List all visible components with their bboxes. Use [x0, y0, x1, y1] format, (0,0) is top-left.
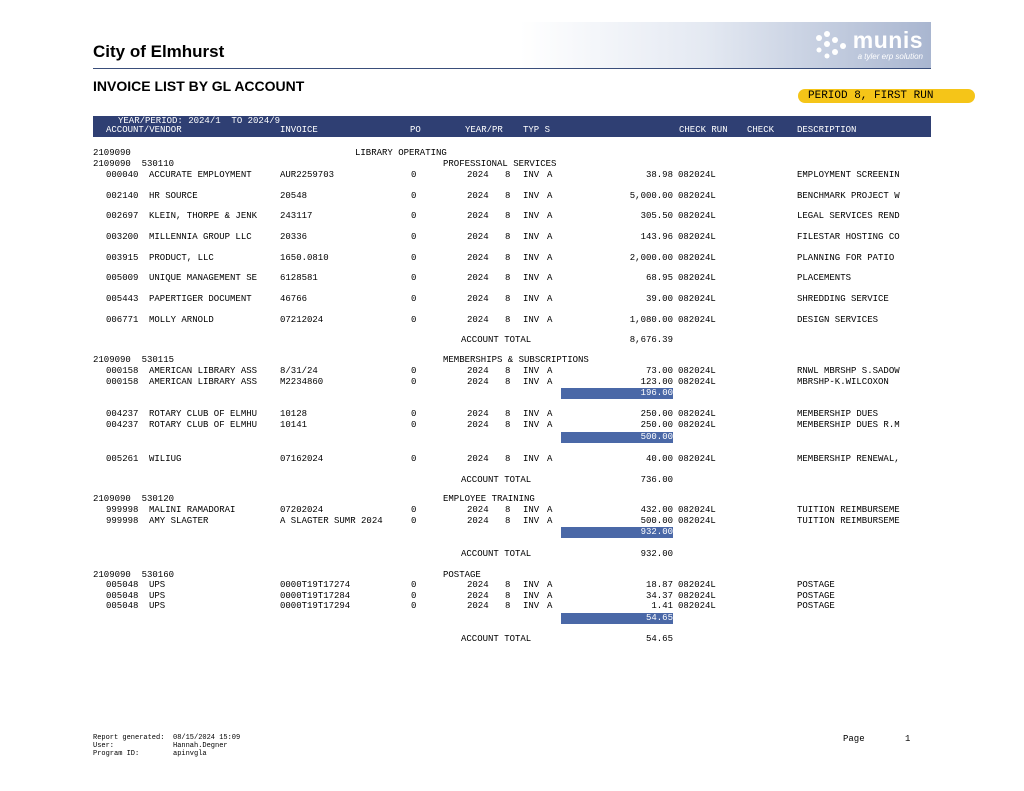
col-description: DESCRIPTION	[797, 125, 857, 135]
type: INV	[523, 191, 540, 201]
po-number: 0	[411, 273, 417, 283]
status: A	[547, 232, 553, 242]
invoice-number: 07202024	[280, 505, 324, 515]
check-run: 082024L	[678, 315, 716, 325]
status: A	[547, 601, 553, 611]
amount: 1.41	[651, 601, 673, 611]
subtotal-value: 500.00	[640, 432, 673, 442]
vendor-id: 999998	[106, 505, 139, 515]
po-number: 0	[411, 420, 417, 430]
year: 2024	[467, 505, 489, 515]
amount: 5,000.00	[629, 191, 673, 201]
year: 2024	[467, 454, 489, 464]
account-total: 54.65	[645, 634, 673, 644]
title-rule	[93, 68, 931, 69]
subtotal-bar	[561, 613, 673, 624]
vendor-name: PRODUCT, LLC	[149, 253, 214, 263]
year: 2024	[467, 232, 489, 242]
period: 8	[505, 211, 511, 221]
account-name: EMPLOYEE TRAINING	[443, 494, 535, 504]
vendor-id: 002697	[106, 211, 139, 221]
account-number: 2109090 530120	[93, 494, 175, 504]
period: 8	[505, 420, 511, 430]
year: 2024	[467, 516, 489, 526]
account-total: 736.00	[640, 475, 673, 485]
description: PLANNING FOR PATIO	[797, 253, 895, 263]
year: 2024	[467, 211, 489, 221]
check-run: 082024L	[678, 409, 716, 419]
vendor-name: UPS	[149, 580, 166, 590]
amount: 18.87	[645, 580, 673, 590]
amount: 34.37	[645, 591, 673, 601]
amount: 432.00	[640, 505, 673, 515]
type: INV	[523, 420, 540, 430]
check-run: 082024L	[678, 454, 716, 464]
description: MEMBERSHIP DUES R.M	[797, 420, 900, 430]
check-run: 082024L	[678, 601, 716, 611]
status: A	[547, 505, 553, 515]
logo-tagline: a tyler erp solution	[857, 52, 923, 61]
vendor-name: KLEIN, THORPE & JENK	[149, 211, 258, 221]
subtotal-bar	[561, 527, 673, 538]
po-number: 0	[411, 505, 417, 515]
vendor-id: 004237	[106, 420, 139, 430]
program-label: Program ID:	[93, 750, 140, 758]
page-number: 1	[905, 734, 911, 744]
description: MEMBERSHIP RENEWAL,	[797, 454, 900, 464]
po-number: 0	[411, 170, 417, 180]
period: 8	[505, 315, 511, 325]
description: POSTAGE	[797, 601, 835, 611]
generated-value: 08/15/2024 15:09	[173, 734, 241, 742]
vendor-id: 004237	[106, 409, 139, 419]
vendor-id: 003915	[106, 253, 139, 263]
description: FILESTAR HOSTING CO	[797, 232, 900, 242]
amount: 500.00	[640, 516, 673, 526]
status: A	[547, 516, 553, 526]
description: MBRSHP-K.WILCOXON	[797, 377, 889, 387]
logo-word: munis	[852, 27, 923, 53]
year: 2024	[467, 273, 489, 283]
account-total-label: ACCOUNT TOTAL	[461, 549, 532, 559]
account-total: 8,676.39	[629, 335, 673, 345]
invoice-number: 10141	[280, 420, 308, 430]
year: 2024	[467, 409, 489, 419]
col-account-vendor: ACCOUNT/VENDOR	[106, 125, 182, 135]
munis-logo-icon	[813, 30, 847, 60]
invoice-number: 07212024	[280, 315, 324, 325]
description: SHREDDING SERVICE	[797, 294, 889, 304]
status: A	[547, 420, 553, 430]
col-po: PO	[410, 125, 421, 135]
description: POSTAGE	[797, 591, 835, 601]
description: BENCHMARK PROJECT W	[797, 191, 900, 201]
account-number: 2109090 530115	[93, 355, 175, 365]
period: 8	[505, 170, 511, 180]
type: INV	[523, 294, 540, 304]
po-number: 0	[411, 366, 417, 376]
year: 2024	[467, 377, 489, 387]
period: 8	[505, 505, 511, 515]
vendor-name: MILLENNIA GROUP LLC	[149, 232, 252, 242]
amount: 2,000.00	[629, 253, 673, 263]
invoice-number: 0000T19T17274	[280, 580, 351, 590]
type: INV	[523, 366, 540, 376]
page-label: Page	[843, 734, 865, 744]
po-number: 0	[411, 409, 417, 419]
year: 2024	[467, 420, 489, 430]
amount: 40.00	[645, 454, 673, 464]
status: A	[547, 191, 553, 201]
check-run: 082024L	[678, 580, 716, 590]
amount: 38.98	[645, 170, 673, 180]
description: RNWL MBRSHP S.SADOW	[797, 366, 900, 376]
amount: 39.00	[645, 294, 673, 304]
po-number: 0	[411, 232, 417, 242]
year: 2024	[467, 170, 489, 180]
year: 2024	[467, 253, 489, 263]
col-invoice: INVOICE	[280, 125, 318, 135]
invoice-number: AUR2259703	[280, 170, 335, 180]
amount: 1,080.00	[629, 315, 673, 325]
status: A	[547, 211, 553, 221]
account-total-label: ACCOUNT TOTAL	[461, 475, 532, 485]
invoice-number: 8/31/24	[280, 366, 318, 376]
invoice-number: 46766	[280, 294, 308, 304]
check-run: 082024L	[678, 420, 716, 430]
report-footer	[93, 734, 240, 758]
vendor-id: 006771	[106, 315, 139, 325]
status: A	[547, 170, 553, 180]
vendor-name: PAPERTIGER DOCUMENT	[149, 294, 252, 304]
subtotal-bar	[561, 432, 673, 443]
type: INV	[523, 253, 540, 263]
period: 8	[505, 601, 511, 611]
amount: 73.00	[645, 366, 673, 376]
amount: 250.00	[640, 409, 673, 419]
status: A	[547, 377, 553, 387]
invoice-number: 243117	[280, 211, 313, 221]
program-value: apinvgla	[173, 750, 207, 758]
period: 8	[505, 191, 511, 201]
status: A	[547, 315, 553, 325]
vendor-name: WILIUG	[149, 454, 182, 464]
type: INV	[523, 232, 540, 242]
vendor-id: 000158	[106, 366, 139, 376]
type: INV	[523, 591, 540, 601]
year: 2024	[467, 366, 489, 376]
amount: 143.96	[640, 232, 673, 242]
period-range: YEAR/PERIOD: 2024/1 TO 2024/9	[118, 116, 281, 126]
account-number: 2109090 530160	[93, 570, 175, 580]
year: 2024	[467, 591, 489, 601]
check-run: 082024L	[678, 591, 716, 601]
invoice-number: 0000T19T17284	[280, 591, 351, 601]
org-code: 2109090	[93, 148, 131, 158]
vendor-name: ROTARY CLUB OF ELMHU	[149, 420, 258, 430]
vendor-id: 000040	[106, 170, 139, 180]
check-run: 082024L	[678, 232, 716, 242]
account-name: PROFESSIONAL SERVICES	[443, 159, 557, 169]
period: 8	[505, 409, 511, 419]
vendor-name: UPS	[149, 601, 166, 611]
status: A	[547, 591, 553, 601]
description: DESIGN SERVICES	[797, 315, 879, 325]
year: 2024	[467, 580, 489, 590]
account-name: POSTAGE	[443, 570, 481, 580]
description: EMPLOYMENT SCREENIN	[797, 170, 900, 180]
col-year-pr: YEAR/PR	[465, 125, 503, 135]
period: 8	[505, 580, 511, 590]
vendor-name: ACCURATE EMPLOYMENT	[149, 170, 252, 180]
invoice-number: 20548	[280, 191, 308, 201]
type: INV	[523, 315, 540, 325]
check-run: 082024L	[678, 273, 716, 283]
account-total-label: ACCOUNT TOTAL	[461, 335, 532, 345]
period: 8	[505, 294, 511, 304]
check-run: 082024L	[678, 294, 716, 304]
status: A	[547, 454, 553, 464]
type: INV	[523, 454, 540, 464]
vendor-name: MOLLY ARNOLD	[149, 315, 214, 325]
check-run: 082024L	[678, 377, 716, 387]
account-number: 2109090 530110	[93, 159, 175, 169]
po-number: 0	[411, 591, 417, 601]
subtotal-bar	[561, 388, 673, 399]
amount: 305.50	[640, 211, 673, 221]
type: INV	[523, 377, 540, 387]
period: 8	[505, 366, 511, 376]
period: 8	[505, 253, 511, 263]
amount: 123.00	[640, 377, 673, 387]
period: 8	[505, 591, 511, 601]
description: MEMBERSHIP DUES	[797, 409, 879, 419]
subtotal-value: 196.00	[640, 388, 673, 398]
brand-band	[520, 22, 931, 68]
invoice-number: A SLAGTER SUMR 2024	[280, 516, 383, 526]
po-number: 0	[411, 253, 417, 263]
description: PLACEMENTS	[797, 273, 852, 283]
check-run: 082024L	[678, 170, 716, 180]
type: INV	[523, 580, 540, 590]
vendor-id: 005048	[106, 580, 139, 590]
type: INV	[523, 170, 540, 180]
type: INV	[523, 516, 540, 526]
status: A	[547, 409, 553, 419]
year: 2024	[467, 601, 489, 611]
po-number: 0	[411, 516, 417, 526]
status: A	[547, 366, 553, 376]
type: INV	[523, 211, 540, 221]
generated-label: Report generated:	[93, 734, 165, 742]
vendor-id: 005009	[106, 273, 139, 283]
description: LEGAL SERVICES REND	[797, 211, 900, 221]
vendor-id: 005443	[106, 294, 139, 304]
vendor-name: MALINI RAMADORAI	[149, 505, 236, 515]
city-name: City of Elmhurst	[93, 42, 225, 61]
munis-logo	[853, 28, 923, 62]
description: TUITION REIMBURSEME	[797, 505, 900, 515]
po-number: 0	[411, 211, 417, 221]
invoice-number: 10128	[280, 409, 308, 419]
po-number: 0	[411, 191, 417, 201]
vendor-id: 999998	[106, 516, 139, 526]
vendor-name: UNIQUE MANAGEMENT SE	[149, 273, 258, 283]
vendor-id: 005048	[106, 591, 139, 601]
po-number: 0	[411, 601, 417, 611]
year: 2024	[467, 294, 489, 304]
amount: 250.00	[640, 420, 673, 430]
invoice-number: 0000T19T17294	[280, 601, 351, 611]
description: POSTAGE	[797, 580, 835, 590]
po-number: 0	[411, 377, 417, 387]
check-run: 082024L	[678, 505, 716, 515]
vendor-name: UPS	[149, 591, 166, 601]
vendor-id: 002140	[106, 191, 139, 201]
invoice-number: 6128581	[280, 273, 318, 283]
invoice-number: 1650.0810	[280, 253, 329, 263]
col-check: CHECK	[747, 125, 775, 135]
vendor-name: ROTARY CLUB OF ELMHU	[149, 409, 258, 419]
check-run: 082024L	[678, 366, 716, 376]
year: 2024	[467, 191, 489, 201]
vendor-id: 005048	[106, 601, 139, 611]
org-name: LIBRARY OPERATING	[355, 148, 447, 158]
subtotal-value: 932.00	[640, 527, 673, 537]
check-run: 082024L	[678, 211, 716, 221]
vendor-name: HR SOURCE	[149, 191, 198, 201]
po-number: 0	[411, 294, 417, 304]
invoice-number: 20336	[280, 232, 308, 242]
check-run: 082024L	[678, 191, 716, 201]
account-total: 932.00	[640, 549, 673, 559]
vendor-id: 003200	[106, 232, 139, 242]
type: INV	[523, 409, 540, 419]
status: A	[547, 253, 553, 263]
po-number: 0	[411, 580, 417, 590]
type: INV	[523, 273, 540, 283]
vendor-id: 000158	[106, 377, 139, 387]
period: 8	[505, 273, 511, 283]
user-label: User:	[93, 742, 115, 750]
period: 8	[505, 516, 511, 526]
account-name: MEMBERSHIPS & SUBSCRIPTIONS	[443, 355, 589, 365]
amount: 68.95	[645, 273, 673, 283]
status: A	[547, 580, 553, 590]
vendor-id: 005261	[106, 454, 139, 464]
check-run: 082024L	[678, 516, 716, 526]
col-check-run: CHECK RUN	[679, 125, 728, 135]
subtotal-value: 54.65	[645, 613, 673, 623]
po-number: 0	[411, 315, 417, 325]
period: 8	[505, 454, 511, 464]
description: TUITION REIMBURSEME	[797, 516, 900, 526]
po-number: 0	[411, 454, 417, 464]
status: A	[547, 273, 553, 283]
check-run: 082024L	[678, 253, 716, 263]
account-total-label: ACCOUNT TOTAL	[461, 634, 532, 644]
type: INV	[523, 601, 540, 611]
status: A	[547, 294, 553, 304]
column-header-bar	[93, 116, 931, 137]
vendor-name: AMERICAN LIBRARY ASS	[149, 366, 258, 376]
user-value: Hannah.Degner	[173, 742, 228, 750]
period: 8	[505, 377, 511, 387]
vendor-name: AMERICAN LIBRARY ASS	[149, 377, 258, 387]
invoice-number: M2234860	[280, 377, 324, 387]
report-title: INVOICE LIST BY GL ACCOUNT	[93, 78, 305, 94]
invoice-number: 07162024	[280, 454, 324, 464]
year: 2024	[467, 315, 489, 325]
col-typ-s: TYP S	[523, 125, 551, 135]
vendor-name: AMY SLAGTER	[149, 516, 209, 526]
period: 8	[505, 232, 511, 242]
type: INV	[523, 505, 540, 515]
period-badge: PERIOD 8, FIRST RUN	[798, 89, 975, 103]
